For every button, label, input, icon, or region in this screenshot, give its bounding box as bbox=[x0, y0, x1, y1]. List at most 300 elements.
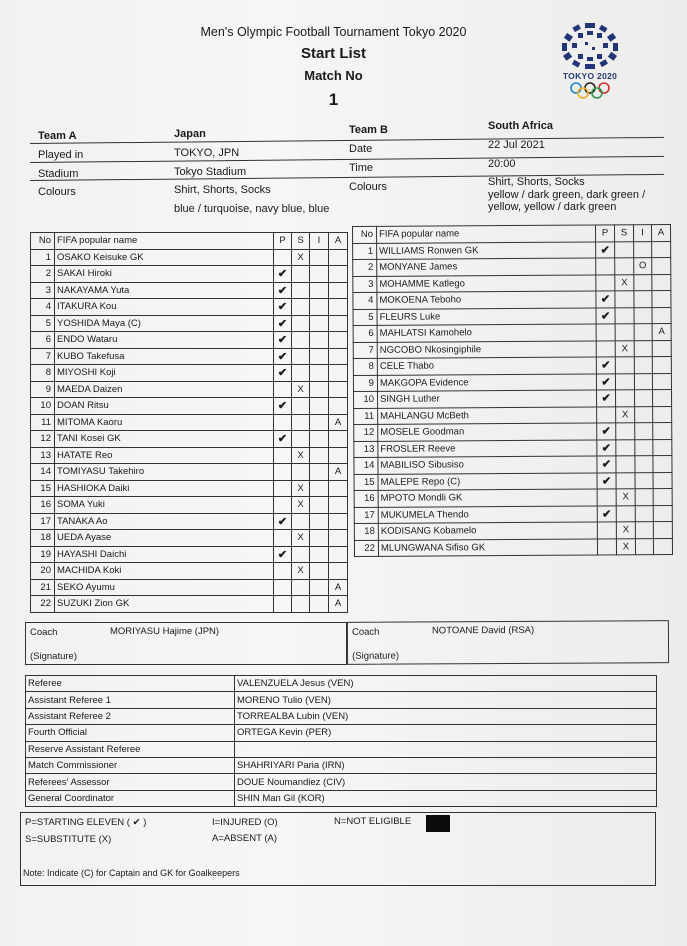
substitute-mark bbox=[292, 579, 310, 596]
table-row bbox=[353, 340, 671, 358]
official-role: Fourth Official bbox=[26, 725, 235, 741]
starting-mark: ✔ bbox=[274, 299, 292, 316]
date-label: Date bbox=[349, 143, 373, 155]
absent-mark bbox=[652, 307, 671, 324]
match-no-label: Match No bbox=[304, 68, 363, 83]
player-name: MONYANE James bbox=[377, 258, 596, 276]
player-name: NGCOBO Nkosingiphile bbox=[377, 341, 596, 359]
substitute-mark: X bbox=[292, 447, 310, 464]
absent-mark bbox=[329, 282, 348, 299]
injured-mark bbox=[310, 513, 329, 530]
starting-mark: ✔ bbox=[597, 439, 616, 456]
absent-mark bbox=[329, 348, 348, 365]
player-number: 18 bbox=[31, 530, 55, 547]
official-name: MORENO Tulio (VEN) bbox=[235, 692, 657, 708]
official-name bbox=[235, 741, 657, 757]
substitute-mark bbox=[292, 266, 310, 283]
starting-mark bbox=[596, 324, 615, 341]
date-value: 22 Jul 2021 bbox=[488, 139, 545, 151]
injured-mark bbox=[310, 266, 329, 283]
injured-mark bbox=[635, 538, 653, 555]
substitute-mark bbox=[615, 357, 634, 374]
absent-mark bbox=[329, 480, 348, 497]
starting-mark bbox=[596, 340, 615, 357]
injured-mark bbox=[310, 315, 329, 332]
absent-mark bbox=[329, 398, 348, 415]
player-name: FROSLER Reeve bbox=[378, 440, 597, 458]
player-number: 16 bbox=[31, 497, 55, 514]
player-number: 15 bbox=[354, 474, 378, 491]
team-b-roster-table bbox=[352, 224, 673, 557]
player-number: 7 bbox=[353, 342, 377, 359]
player-name: TOMIYASU Takehiro bbox=[55, 464, 274, 481]
injured-mark bbox=[634, 307, 652, 324]
injured-mark bbox=[310, 596, 329, 613]
absent-mark bbox=[653, 456, 672, 473]
substitute-mark bbox=[292, 464, 310, 481]
player-number: 16 bbox=[354, 490, 378, 507]
starting-mark: ✔ bbox=[274, 266, 292, 283]
substitute-mark bbox=[615, 373, 634, 390]
player-name: MLUNGWANA Sifiso GK bbox=[378, 539, 597, 557]
player-number: 14 bbox=[354, 457, 378, 474]
player-name: UEDA Ayase bbox=[55, 530, 274, 547]
starting-mark bbox=[274, 414, 292, 431]
starting-mark bbox=[274, 497, 292, 514]
player-number: 10 bbox=[31, 398, 55, 415]
official-name: VALENZUELA Jesus (VEN) bbox=[235, 676, 657, 692]
col-i-header: I bbox=[310, 233, 329, 250]
player-number: 21 bbox=[31, 579, 55, 596]
player-name: HASHIOKA Daiki bbox=[55, 480, 274, 497]
substitute-mark: X bbox=[292, 497, 310, 514]
official-role: Referees' Assessor bbox=[26, 774, 235, 790]
player-name: MALEPE Repo (C) bbox=[378, 473, 597, 491]
player-number: 4 bbox=[31, 299, 55, 316]
substitute-mark: X bbox=[292, 249, 310, 266]
absent-mark bbox=[329, 513, 348, 530]
starting-mark: ✔ bbox=[596, 307, 615, 324]
substitute-mark bbox=[292, 513, 310, 530]
official-row bbox=[26, 757, 657, 773]
substitute-mark: X bbox=[292, 530, 310, 547]
player-number: 3 bbox=[353, 276, 377, 293]
player-name: SEKO Ayumu bbox=[55, 579, 274, 596]
colours-b-items: Shirt, Shorts, Socks bbox=[488, 176, 585, 188]
substitute-mark: X bbox=[616, 406, 635, 423]
starting-mark: ✔ bbox=[274, 348, 292, 365]
starting-mark bbox=[596, 258, 615, 275]
starting-mark: ✔ bbox=[274, 431, 292, 448]
absent-mark bbox=[653, 406, 672, 423]
injured-mark bbox=[634, 373, 652, 390]
table-row bbox=[353, 274, 671, 292]
substitute-mark bbox=[616, 472, 635, 489]
absent-mark bbox=[653, 489, 672, 506]
table-row bbox=[354, 522, 672, 540]
table-row bbox=[354, 456, 672, 474]
injured-mark bbox=[310, 563, 329, 580]
injured-mark bbox=[635, 439, 653, 456]
absent-mark bbox=[653, 423, 672, 440]
player-name: MAKGOPA Evidence bbox=[377, 374, 596, 392]
official-name: SHIN Man Gil (KOR) bbox=[235, 790, 657, 806]
injured-mark bbox=[310, 365, 329, 382]
time-label: Time bbox=[349, 162, 374, 174]
injured-mark bbox=[310, 530, 329, 547]
official-row bbox=[26, 676, 657, 692]
official-row bbox=[26, 725, 657, 741]
injured-mark bbox=[634, 357, 652, 374]
player-number: 1 bbox=[353, 243, 377, 260]
absent-mark bbox=[329, 266, 348, 283]
col-name-header: FIFA popular name bbox=[377, 225, 596, 243]
absent-mark bbox=[652, 340, 671, 357]
player-name: MAHLATSI Kamohelo bbox=[377, 324, 596, 342]
player-number: 22 bbox=[354, 540, 378, 557]
table-row bbox=[354, 439, 672, 457]
starting-mark: ✔ bbox=[274, 398, 292, 415]
substitute-mark bbox=[292, 282, 310, 299]
col-p-header: P bbox=[595, 225, 614, 242]
absent-mark bbox=[329, 299, 348, 316]
absent-mark bbox=[329, 315, 348, 332]
absent-mark bbox=[652, 258, 671, 275]
player-name: MAHLANGU McBeth bbox=[378, 407, 597, 425]
starting-mark: ✔ bbox=[596, 357, 615, 374]
legend-starting: P=STARTING ELEVEN ( ✔ ) bbox=[25, 817, 147, 828]
table-row bbox=[31, 398, 348, 415]
player-name: MPOTO Mondli GK bbox=[378, 489, 597, 507]
substitute-mark bbox=[292, 315, 310, 332]
stadium-label: Stadium bbox=[38, 168, 79, 180]
absent-mark bbox=[329, 546, 348, 563]
player-name: SOMA Yuki bbox=[55, 497, 274, 514]
table-row bbox=[353, 241, 671, 259]
col-s-header: S bbox=[292, 233, 310, 250]
tournament-title: Men's Olympic Football Tournament Tokyo 2020 bbox=[200, 25, 467, 39]
played-in-value: TOKYO, JPN bbox=[174, 147, 240, 159]
coach-a-signature: (Signature) bbox=[30, 651, 77, 662]
player-number: 11 bbox=[31, 414, 55, 431]
player-name: ITAKURA Kou bbox=[55, 299, 274, 316]
legend-not-eligible: N=NOT ELIGIBLE bbox=[334, 816, 412, 827]
absent-mark: A bbox=[329, 579, 348, 596]
table-row bbox=[31, 563, 348, 580]
injured-mark bbox=[310, 398, 329, 415]
starting-mark bbox=[597, 538, 616, 555]
colours-a-items: Shirt, Shorts, Socks bbox=[174, 184, 271, 196]
col-no-header: No bbox=[31, 233, 55, 250]
substitute-mark bbox=[616, 505, 635, 522]
table-row bbox=[353, 324, 671, 342]
logo-text: TOKYO 2020 bbox=[562, 71, 618, 81]
table-row bbox=[31, 332, 348, 349]
substitute-mark bbox=[292, 546, 310, 563]
table-row bbox=[31, 414, 348, 431]
colours-b-values-2: yellow, yellow / dark green bbox=[488, 201, 617, 213]
official-role: Assistant Referee 1 bbox=[26, 692, 235, 708]
player-number: 3 bbox=[31, 282, 55, 299]
absent-mark bbox=[653, 505, 672, 522]
injured-mark bbox=[635, 505, 653, 522]
absent-mark bbox=[652, 241, 671, 258]
injured-mark bbox=[635, 522, 653, 539]
substitute-mark bbox=[616, 456, 635, 473]
player-number: 18 bbox=[354, 523, 378, 540]
starting-mark bbox=[597, 522, 616, 539]
player-number: 19 bbox=[31, 546, 55, 563]
player-name: DOAN Ritsu bbox=[55, 398, 274, 415]
starting-mark: ✔ bbox=[274, 282, 292, 299]
starting-mark bbox=[274, 381, 292, 398]
substitute-mark: X bbox=[615, 274, 634, 291]
table-row bbox=[31, 266, 348, 283]
substitute-mark bbox=[615, 324, 634, 341]
substitute-mark: X bbox=[616, 489, 635, 506]
colours-b-values-1: yellow / dark green, dark green / bbox=[488, 189, 646, 201]
player-number: 8 bbox=[353, 358, 377, 375]
col-no-header: No bbox=[353, 226, 377, 243]
table-row bbox=[31, 315, 348, 332]
official-name: TORREALBA Lubin (VEN) bbox=[235, 708, 657, 724]
player-number: 9 bbox=[353, 375, 377, 392]
starting-mark bbox=[274, 464, 292, 481]
starting-mark bbox=[274, 480, 292, 497]
substitute-mark: X bbox=[616, 522, 635, 539]
absent-mark bbox=[653, 538, 672, 555]
injured-mark bbox=[310, 480, 329, 497]
injured-mark bbox=[635, 472, 653, 489]
starting-mark: ✔ bbox=[597, 456, 616, 473]
player-name: MIYOSHI Koji bbox=[55, 365, 274, 382]
player-name: MOHAMME Katlego bbox=[377, 275, 596, 293]
player-name: MOSELE Goodman bbox=[378, 423, 597, 441]
starting-mark: ✔ bbox=[597, 423, 616, 440]
absent-mark bbox=[652, 291, 671, 308]
official-row bbox=[26, 741, 657, 757]
table-row bbox=[354, 390, 672, 408]
official-row bbox=[26, 790, 657, 806]
table-row bbox=[353, 357, 671, 375]
official-row bbox=[26, 774, 657, 790]
injured-mark bbox=[310, 299, 329, 316]
injured-mark: O bbox=[634, 258, 652, 275]
coach-b-name: NOTOANE David (RSA) bbox=[431, 624, 535, 637]
absent-mark bbox=[329, 249, 348, 266]
colours-a-values: blue / turquoise, navy blue, blue bbox=[174, 203, 330, 215]
starting-mark bbox=[597, 406, 616, 423]
starting-mark: ✔ bbox=[274, 365, 292, 382]
player-number: 2 bbox=[353, 259, 377, 276]
table-row bbox=[354, 472, 672, 490]
player-name: MOKOENA Teboho bbox=[377, 291, 596, 309]
injured-mark bbox=[635, 423, 653, 440]
absent-mark bbox=[653, 472, 672, 489]
starting-mark: ✔ bbox=[596, 241, 615, 258]
player-name: SUZUKI Zion GK bbox=[55, 596, 274, 613]
table-row bbox=[31, 282, 348, 299]
official-name: SHAHRIYARI Paria (IRN) bbox=[235, 757, 657, 773]
starting-mark bbox=[274, 596, 292, 613]
injured-mark bbox=[310, 447, 329, 464]
player-name: HAYASHI Daichi bbox=[55, 546, 274, 563]
substitute-mark bbox=[616, 423, 635, 440]
starting-mark: ✔ bbox=[596, 291, 615, 308]
stadium-value: Tokyo Stadium bbox=[174, 166, 247, 178]
not-eligible-swatch bbox=[426, 815, 450, 832]
starting-mark bbox=[274, 530, 292, 547]
starting-mark bbox=[596, 274, 615, 291]
player-name: TANI Kosei GK bbox=[55, 431, 274, 448]
player-number: 20 bbox=[31, 563, 55, 580]
substitute-mark bbox=[292, 431, 310, 448]
starting-mark bbox=[597, 489, 616, 506]
substitute-mark bbox=[292, 348, 310, 365]
table-row bbox=[354, 538, 672, 556]
page-title: Start List bbox=[300, 45, 366, 62]
tokyo-2020-logo bbox=[556, 22, 624, 102]
col-a-header: A bbox=[651, 225, 670, 242]
starting-mark bbox=[274, 563, 292, 580]
player-name: TANAKA Ao bbox=[55, 513, 274, 530]
legend-substitute: S=SUBSTITUTE (X) bbox=[25, 834, 112, 845]
match-no: 1 bbox=[328, 90, 339, 109]
injured-mark bbox=[635, 456, 653, 473]
player-name: MACHIDA Koki bbox=[55, 563, 274, 580]
absent-mark: A bbox=[329, 414, 348, 431]
official-role: General Coordinator bbox=[26, 790, 235, 806]
player-number: 9 bbox=[31, 381, 55, 398]
colours-b-label: Colours bbox=[349, 181, 387, 193]
table-row bbox=[31, 464, 348, 481]
absent-mark bbox=[652, 373, 671, 390]
absent-mark bbox=[653, 439, 672, 456]
injured-mark bbox=[310, 348, 329, 365]
time-value: 20:00 bbox=[488, 158, 516, 170]
player-name: MABILISO Sibusiso bbox=[378, 456, 597, 474]
col-a-header: A bbox=[329, 233, 348, 250]
player-number: 14 bbox=[31, 464, 55, 481]
substitute-mark: X bbox=[615, 340, 634, 357]
table-row bbox=[31, 447, 348, 464]
player-name: SAKAI Hiroki bbox=[55, 266, 274, 283]
starting-mark: ✔ bbox=[597, 390, 616, 407]
player-number: 17 bbox=[31, 513, 55, 530]
legend-injured: I=INJURED (O) bbox=[212, 817, 278, 828]
player-number: 2 bbox=[31, 266, 55, 283]
injured-mark bbox=[635, 390, 653, 407]
absent-mark bbox=[653, 390, 672, 407]
injured-mark bbox=[634, 340, 652, 357]
absent-mark bbox=[329, 332, 348, 349]
table-row bbox=[353, 258, 671, 276]
table-row bbox=[31, 596, 348, 613]
team-a-label: Team A bbox=[38, 130, 77, 142]
player-name: NAKAYAMA Yuta bbox=[55, 282, 274, 299]
table-row bbox=[31, 497, 348, 514]
player-number: 13 bbox=[31, 447, 55, 464]
player-name: WILLIAMS Ronwen GK bbox=[377, 242, 596, 260]
injured-mark bbox=[635, 489, 653, 506]
coach-b-box bbox=[347, 620, 669, 665]
table-row bbox=[31, 513, 348, 530]
substitute-mark bbox=[292, 299, 310, 316]
team-a-roster-table bbox=[30, 232, 348, 613]
col-i-header: I bbox=[633, 225, 651, 242]
substitute-mark: X bbox=[292, 381, 310, 398]
substitute-mark bbox=[292, 365, 310, 382]
coach-b-label: Coach bbox=[351, 626, 380, 638]
player-name: SINGH Luther bbox=[378, 390, 597, 408]
absent-mark bbox=[329, 447, 348, 464]
table-row bbox=[31, 381, 348, 398]
substitute-mark bbox=[615, 258, 634, 275]
substitute-mark bbox=[615, 241, 634, 258]
player-number: 11 bbox=[354, 408, 378, 425]
absent-mark bbox=[652, 274, 671, 291]
injured-mark bbox=[310, 579, 329, 596]
player-number: 4 bbox=[353, 292, 377, 309]
player-name: FLEURS Luke bbox=[377, 308, 596, 326]
colours-a-label: Colours bbox=[38, 186, 76, 198]
table-row bbox=[354, 505, 672, 523]
player-number: 7 bbox=[31, 348, 55, 365]
table-header-row bbox=[31, 233, 348, 250]
absent-mark bbox=[652, 357, 671, 374]
table-row bbox=[31, 365, 348, 382]
substitute-mark: X bbox=[616, 538, 635, 555]
absent-mark: A bbox=[329, 464, 348, 481]
official-name: ORTEGA Kevin (PER) bbox=[235, 725, 657, 741]
injured-mark bbox=[310, 332, 329, 349]
starting-mark: ✔ bbox=[597, 505, 616, 522]
official-role: Assistant Referee 2 bbox=[26, 708, 235, 724]
table-row bbox=[354, 406, 672, 424]
official-row bbox=[26, 708, 657, 724]
injured-mark bbox=[310, 546, 329, 563]
absent-mark bbox=[329, 431, 348, 448]
injured-mark bbox=[310, 249, 329, 266]
absent-mark bbox=[653, 522, 672, 539]
absent-mark bbox=[329, 530, 348, 547]
starting-mark: ✔ bbox=[274, 546, 292, 563]
player-name: OSAKO Keisuke GK bbox=[55, 249, 274, 266]
col-p-header: P bbox=[274, 233, 292, 250]
player-number: 6 bbox=[353, 325, 377, 342]
substitute-mark bbox=[616, 390, 635, 407]
player-number: 15 bbox=[31, 480, 55, 497]
coach-a-name: MORIYASU Hajime (JPN) bbox=[110, 626, 220, 637]
substitute-mark: X bbox=[292, 563, 310, 580]
player-number: 22 bbox=[31, 596, 55, 613]
olympic-rings-icon bbox=[568, 82, 612, 100]
played-in-label: Played in bbox=[38, 149, 84, 161]
substitute-mark bbox=[615, 291, 634, 308]
starting-mark: ✔ bbox=[274, 332, 292, 349]
injured-mark bbox=[310, 431, 329, 448]
legend-absent: A=ABSENT (A) bbox=[212, 833, 278, 844]
player-name: CELE Thabo bbox=[377, 357, 596, 375]
divider bbox=[30, 137, 664, 144]
team-a-name: Japan bbox=[174, 128, 206, 140]
table-row bbox=[31, 299, 348, 316]
substitute-mark bbox=[292, 398, 310, 415]
table-header-row bbox=[353, 225, 671, 243]
table-row bbox=[353, 307, 671, 325]
team-b-name: South Africa bbox=[488, 120, 553, 132]
absent-mark bbox=[329, 497, 348, 514]
